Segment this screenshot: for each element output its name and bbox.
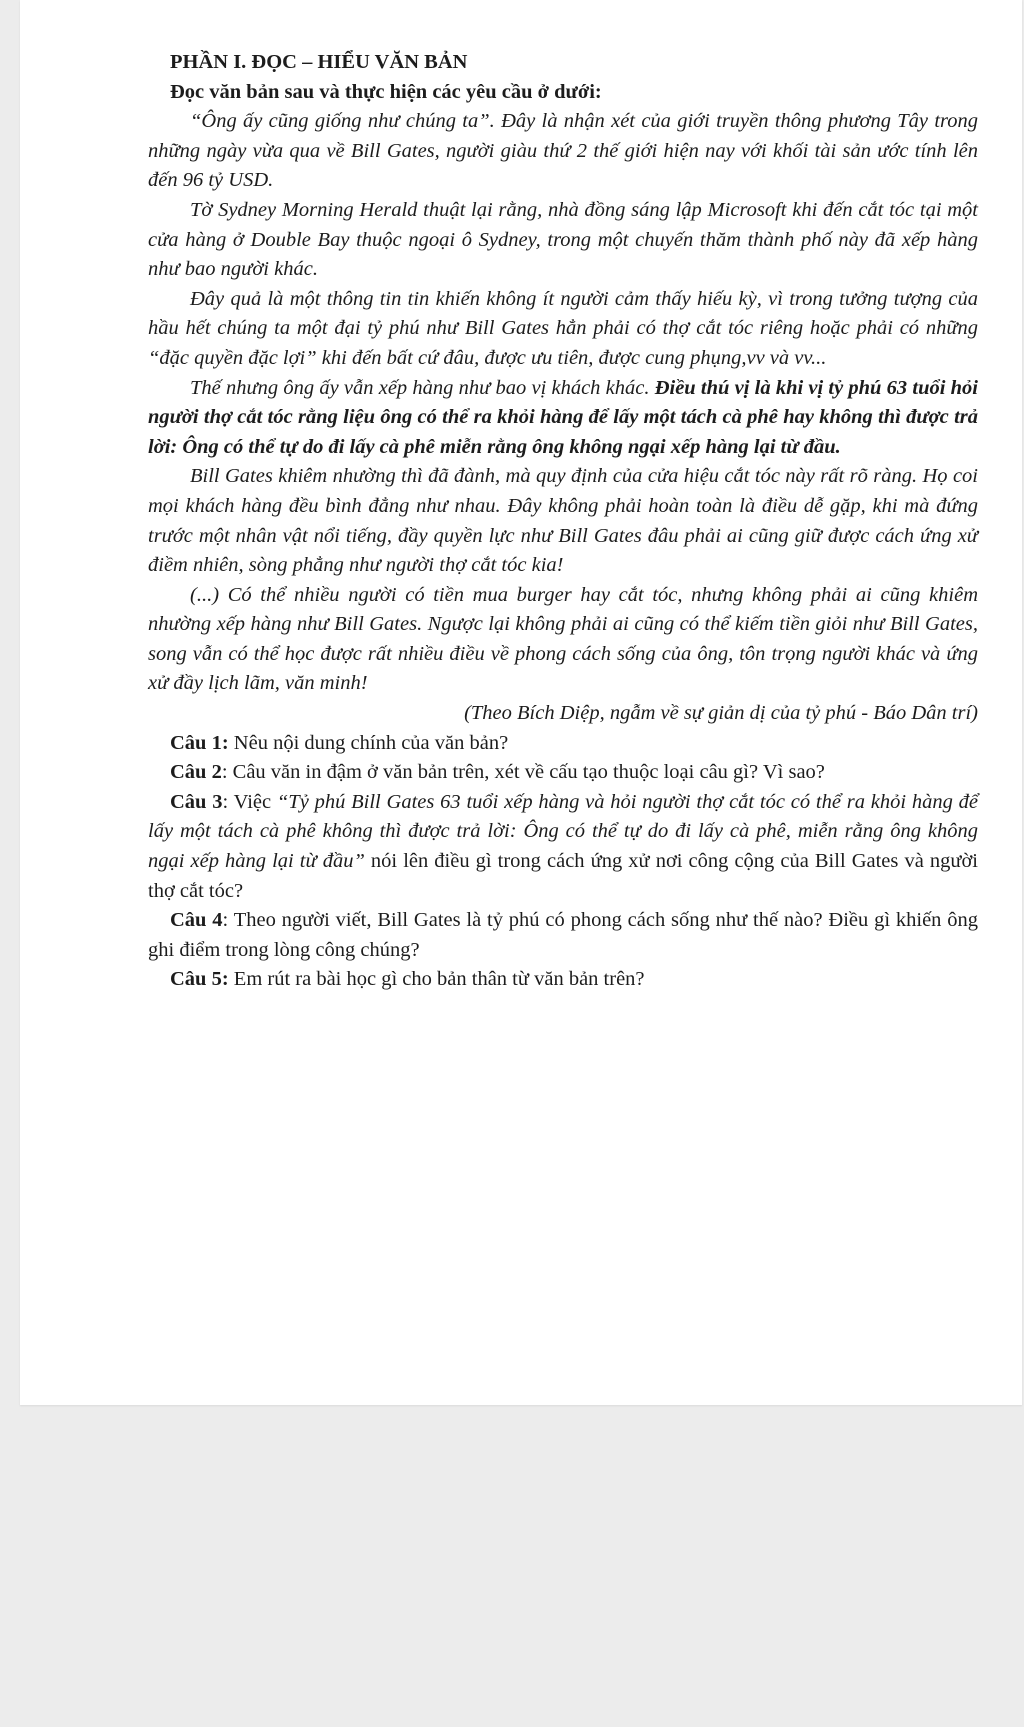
passage-paragraph-5: Bill Gates khiêm nhường thì đã đành, mà quy định của cửa hiệu cắt tóc này rất rõ ràng. Họ coi mọi khách hàng đều bình đẳng như nhau. Đây không phải hoàn toàn là điều dễ gặp, khi mà đứng trước một nhân vật nổi tiếng, đầy quyền lực như Bill Gates đâu phải ai cũng giữ được cách ứng xử điềm nhiên, sòng phẳng như người thợ cắt tóc kia! [148,465,978,577]
passage-paragraph-2: Tờ Sydney Morning Herald thuật lại rằng, nhà đồng sáng lập Microsoft khi đến cắt tóc tại một cửa hàng ở Double Bay thuộc ngoại ô Sydney, trong một chuyến thăm thành phố này đã xếp hàng như bao người khác. [148,198,978,281]
question-3-quote: “Tỷ phú Bill Gates 63 tuổi xếp hàng và hỏi người thợ cắt tóc có thể ra khỏi hàng để lấy một tách cà phê không thì được trả lời: Ông có thể tự do đi lấy cà phê, miễn rằng ông không ngại xếp hàng lại từ đầu” [148,790,978,873]
passage-paragraph-1: “Ông ấy cũng giống như chúng ta”. Đây là nhận xét của giới truyền thông phương Tây trong những ngày vừa qua về Bill Gates, người giàu thứ 2 thế giới hiện nay với khối tài sản ước tính lên đến 96 tỷ USD. [148,110,978,192]
question-1 [148,729,978,759]
question-3 [148,788,978,906]
passage-paragraph-4 [148,374,978,463]
question-2 [148,758,978,788]
passage-paragraph-6: (...) Có thể nhiều người có tiền mua burger hay cắt tóc, nhưng không phải ai cũng khiêm nhường xếp hàng như Bill Gates. Ngược lại không phải ai cũng có thể kiếm tiền giỏi như Bill Gates, song vẫn có thể học được rất nhiều điều về phong cách sống của ông, tôn trọng người khác và ứng xử đầy lịch lãm, văn minh! [148,583,978,695]
source-citation: (Theo Bích Diệp, ngẫm về sự giản dị của tỷ phú - Báo Dân trí) [464,702,978,725]
question-1-label: Câu 1: [170,731,229,754]
question-1-text: Nêu nội dung chính của văn bản? [228,731,509,754]
question-3-text-after: nói lên điều gì trong cách ứng xử nơi công cộng của Bill Gates và người thợ cắt tóc? [148,850,978,902]
passage-paragraph-3: Đây quả là một thông tin tin khiến không ít người cảm thấy hiếu kỳ, vì trong tưởng tượng của hầu hết chúng ta một đại tỷ phú như Bill Gates hẳn phải có thợ cắt tóc riêng hoặc phải có những “đặc quyền đặc lợi” khi đến bất cứ đâu, được ưu tiên, được cung phụng,vv và vv... [148,287,978,369]
question-5-text: Em rút ra bài học gì cho bản thân từ văn bản trên? [228,968,645,991]
document-content [148,48,978,995]
question-2-label: Câu 2 [170,761,222,784]
reading-instruction: Đọc văn bản sau và thực hiện các yêu cầu ở dưới: [170,80,602,103]
question-3-text-before: : Việc [222,790,277,813]
question-4-label: Câu 4 [170,909,223,932]
bold-sentence: Điều thú vị là khi vị tỷ phú 63 tuổi hỏi người thợ cắt tóc rằng liệu ông có thể ra khỏi hàng để lấy một tách cà phê hay không thì được trả lời: Ông có thể tự do đi lấy cà phê miễn rằng ông không ngại xếp hàng lại từ đầu. [148,376,978,458]
question-5-label: Câu 5: [170,968,229,991]
document-page [20,0,1022,1405]
question-2-text: : Câu văn in đậm ở văn bản trên, xét về cấu tạo thuộc loại câu gì? Vì sao? [221,761,825,784]
section-heading: PHẦN I. ĐỌC – HIỂU VĂN BẢN [170,51,468,73]
question-4 [148,906,978,965]
question-4-text: : Theo người viết, Bill Gates là tỷ phú có phong cách sống như thế nào? Điều gì khiến ông ghi điểm trong lòng công chúng? [148,909,978,961]
question-3-label: Câu 3 [170,790,223,813]
question-5 [148,965,978,995]
paragraph-4-intro: Thế nhưng ông ấy vẫn xếp hàng như bao vị khách khác. [190,376,655,399]
